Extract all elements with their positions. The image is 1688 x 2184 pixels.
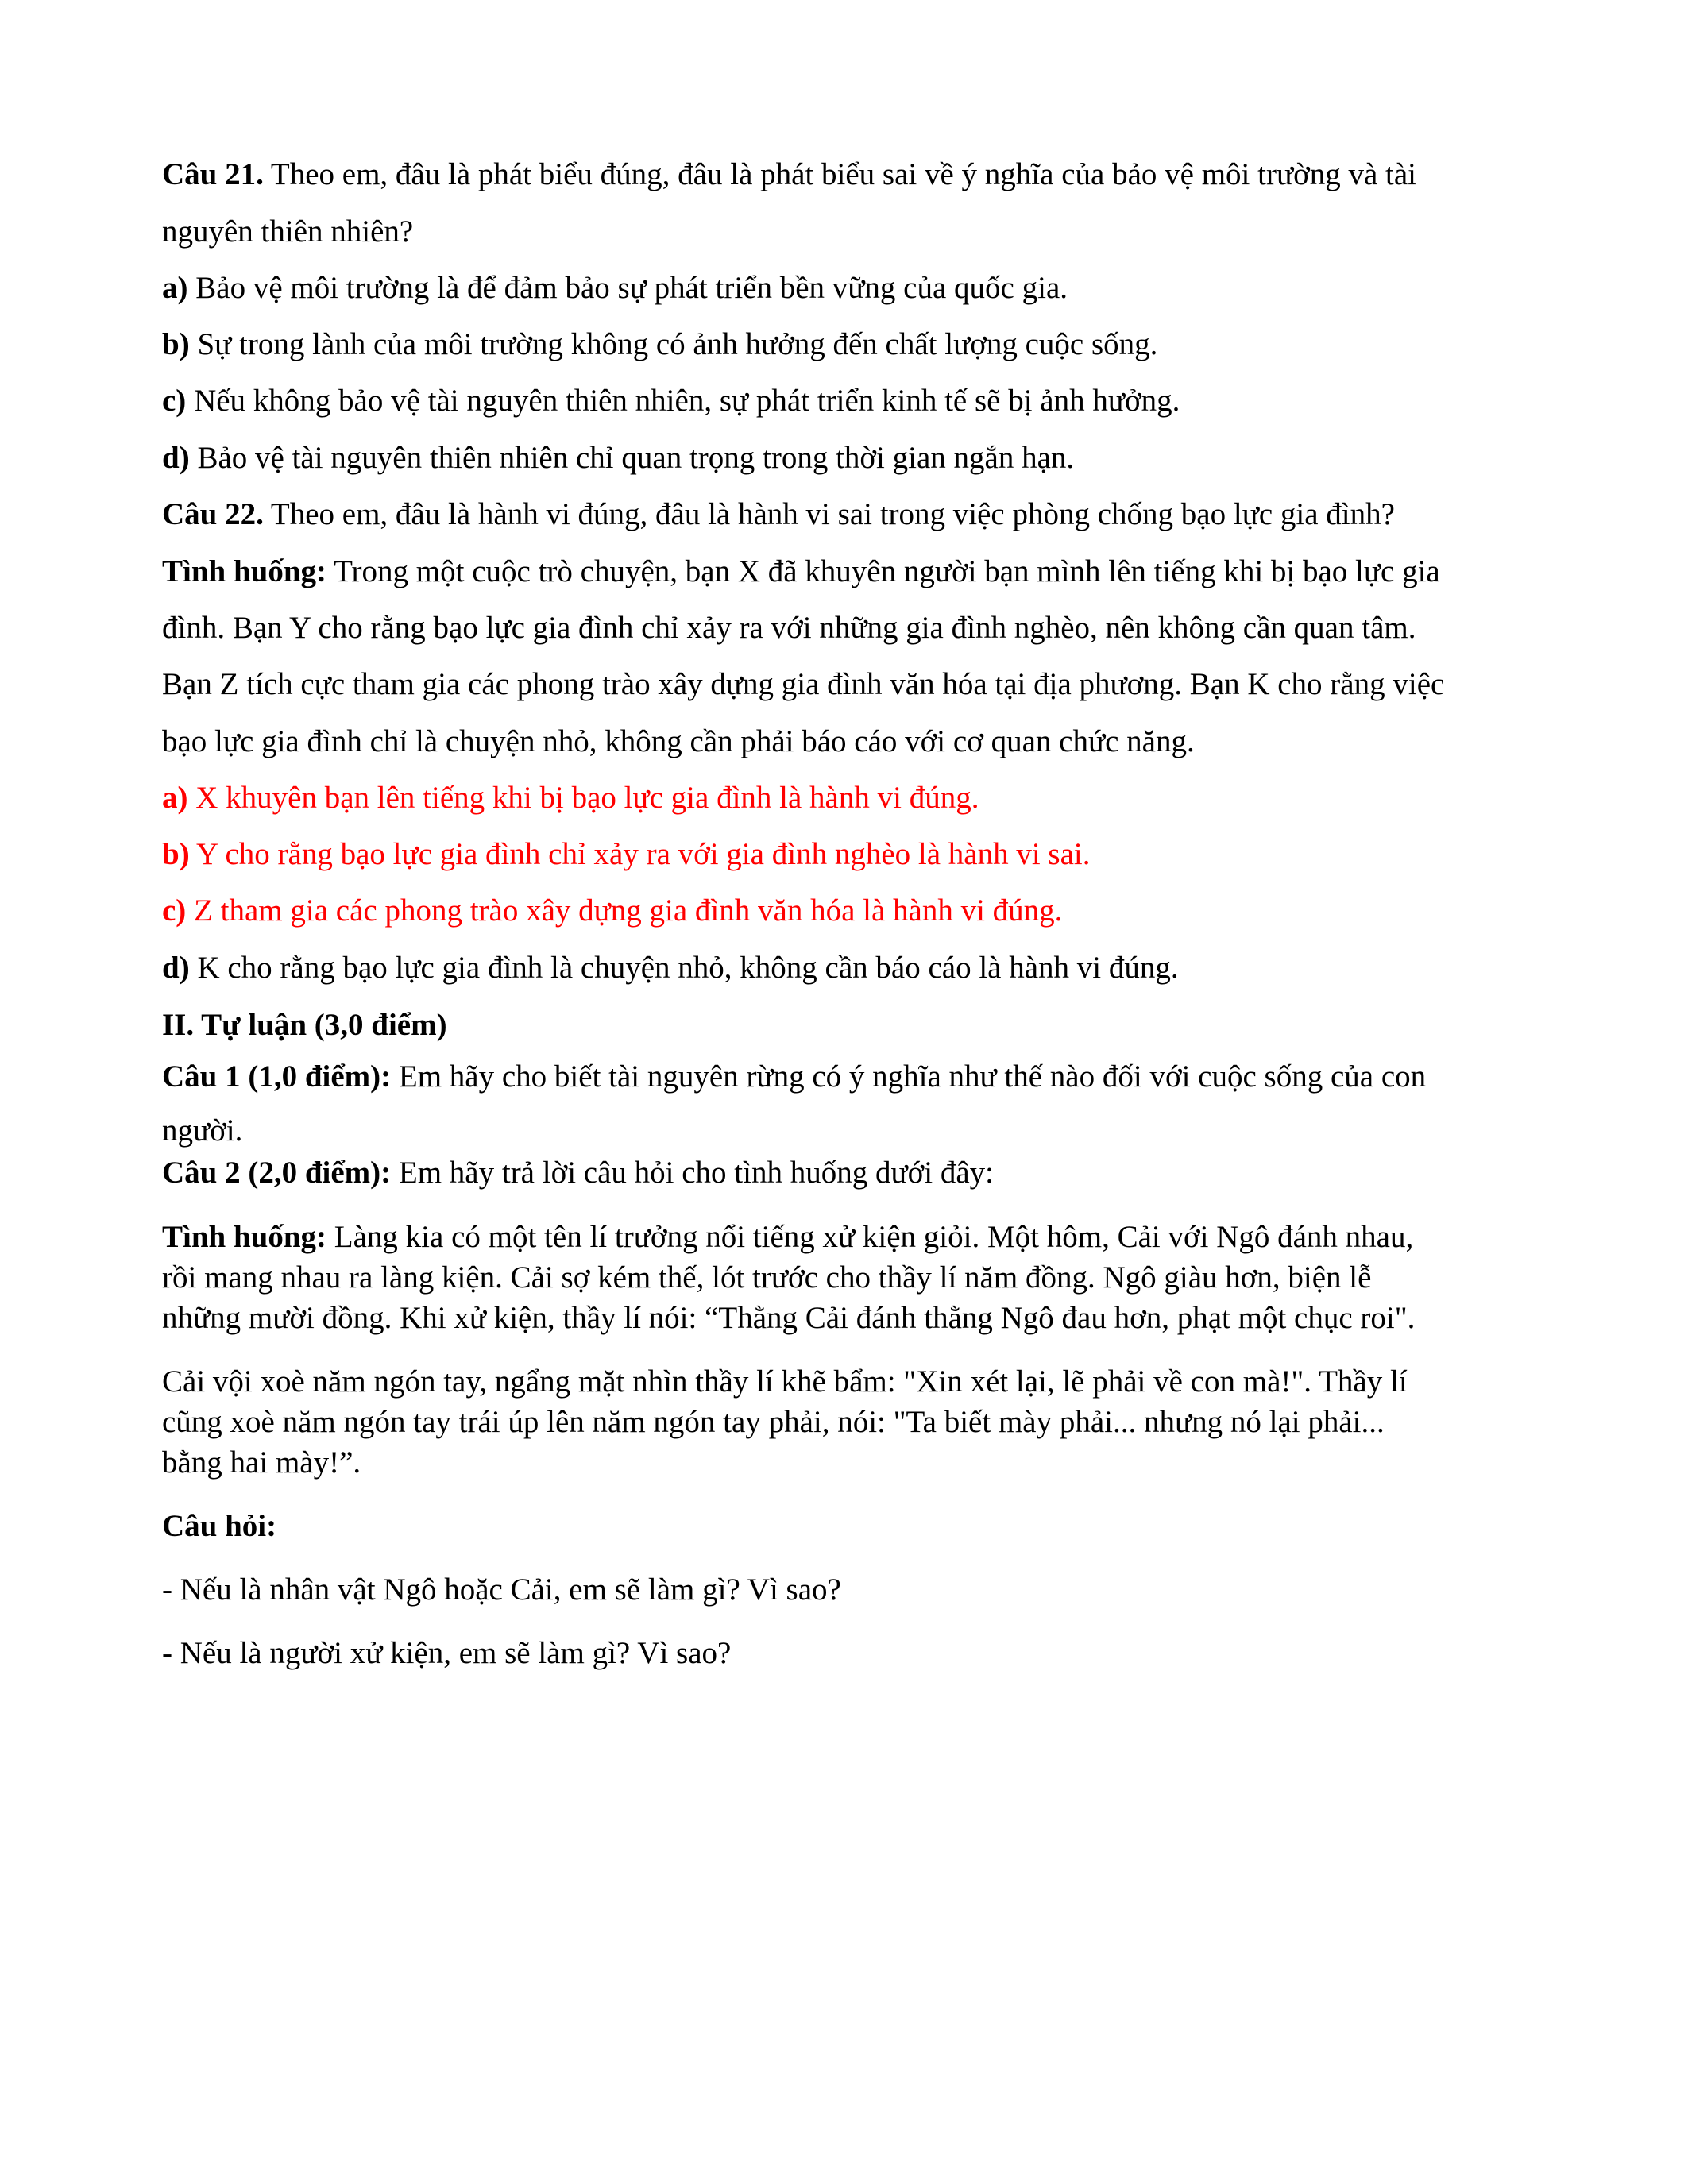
essay-q1-line-2 [162,1112,1544,1150]
situation-text: Bạn Z tích cực tham gia các phong trào xây dựng gia đình văn hóa tại địa phương. Bạn K cho rằng việc [162,667,1445,701]
option-letter: d) [162,951,190,985]
q22-option-c [162,892,1544,930]
q22-situation-line-3 [162,666,1544,704]
q22-situation-line-1 [162,553,1544,591]
option-text: Nếu không bảo vệ tài nguyên thiên nhiên, sự phát triển kinh tế sẽ bị ảnh hưởng. [186,384,1180,418]
essay-q2-label: Câu 2 (2,0 điểm): [162,1156,392,1190]
option-text: K cho rằng bạo lực gia đình là chuyện nhỏ, không cần báo cáo là hành vi đúng. [189,951,1179,985]
q22-line-1 [162,496,1544,534]
option-letter: c) [162,384,187,418]
essay-q1-line-1 [162,1058,1544,1096]
story-line-5: cũng xoè năm ngón tay trái úp lên năm ngón tay phải, nói: "Ta biết mày phải... nhưng nó lại phải... [162,1405,1385,1439]
question-1: - Nếu là nhân vật Ngô hoặc Cải, em sẽ làm gì? Vì sao? [162,1572,841,1607]
q21-option-c [162,382,1544,420]
option-letter: c) [162,893,187,928]
q21-option-a [162,269,1544,307]
story-text: Làng kia có một tên lí trưởng nổi tiếng xử kiện giỏi. Một hôm, Cải với Ngô đánh nhau, [326,1220,1414,1254]
essay-q1-text-cont: người. [162,1113,243,1148]
q22-option-d [162,949,1544,987]
story-line-6: bằng hai mày!”. [162,1445,361,1480]
q21-option-d [162,439,1544,477]
q21-text: Theo em, đâu là phát biểu đúng, đâu là phát biểu sai về ý nghĩa của bảo vệ môi trường và tài [263,157,1416,191]
essay-q1-label: Câu 1 (1,0 điểm): [162,1059,392,1094]
q21-option-b [162,326,1544,364]
option-letter: b) [162,837,190,871]
option-text: Y cho rằng bạo lực gia đình chỉ xảy ra với gia đình nghèo là hành vi sai. [189,837,1091,871]
essay-q2-text: Em hãy trả lời câu hỏi cho tình huống dưới đây: [391,1156,994,1190]
story-line-1 [162,1218,1544,1256]
story-line-2: rồi mang nhau ra làng kiện. Cải sợ kém thế, lót trước cho thầy lí năm đồng. Ngô giàu hơn, biện lễ [162,1260,1372,1295]
option-text: Bảo vệ tài nguyên thiên nhiên chỉ quan trọng trong thời gian ngắn hạn. [189,441,1075,475]
q21-text-cont: nguyên thiên nhiên? [162,214,414,249]
essay-heading: II. Tự luận (3,0 điểm) [162,1008,447,1042]
situation-text: đình. Bạn Y cho rằng bạo lực gia đình chỉ xảy ra với những gia đình nghèo, nên không cần quan tâm. [162,611,1416,645]
option-text: Bảo vệ môi trường là để đảm bảo sự phát triển bền vững của quốc gia. [187,271,1068,305]
q21-label: Câu 21. [162,157,264,191]
story-line-3: những mười đồng. Khi xử kiện, thầy lí nói: “Thằng Cải đánh thằng Ngô đau hơn, phạt một chục roi". [162,1301,1416,1335]
story-line-4: Cải vội xoè năm ngón tay, ngẩng mặt nhìn thầy lí khẽ bẩm: "Xin xét lại, lẽ phải về con mà!". Thầy lí [162,1364,1408,1399]
q22-label: Câu 22. [162,497,264,531]
q22-option-b [162,835,1544,874]
option-letter: d) [162,441,190,475]
q21-line-2 [162,213,1544,251]
option-text: Sự trong lành của môi trường không có ảnh hưởng đến chất lượng cuộc sống. [189,327,1158,361]
essay-q2-line [162,1154,1544,1192]
option-letter: a) [162,271,188,305]
situation-text: Trong một cuộc trò chuyện, bạn X đã khuyên người bạn mình lên tiếng khi bị bạo lực gia [326,554,1440,588]
q21-line-1 [162,156,1544,194]
option-text: X khuyên bạn lên tiếng khi bị bạo lực gia đình là hành vi đúng. [187,781,979,815]
option-text: Z tham gia các phong trào xây dựng gia đình văn hóa là hành vi đúng. [186,893,1063,928]
option-letter: a) [162,781,188,815]
option-letter: b) [162,327,190,361]
question-2: - Nếu là người xử kiện, em sẽ làm gì? Vì sao? [162,1636,732,1670]
q22-option-a [162,779,1544,817]
q22-text: Theo em, đâu là hành vi đúng, đâu là hành vi sai trong việc phòng chống bạo lực gia đình? [263,497,1395,531]
situation-label: Tình huống: [162,554,327,588]
q22-situation-line-4 [162,723,1544,761]
questions-label: Câu hỏi: [162,1509,277,1543]
essay-q1-text: Em hãy cho biết tài nguyên rừng có ý nghĩa như thế nào đối với cuộc sống của con [391,1059,1427,1094]
situation-label: Tình huống: [162,1220,327,1254]
q22-situation-line-2 [162,609,1544,647]
situation-text: bạo lực gia đình chỉ là chuyện nhỏ, không cần phải báo cáo với cơ quan chức năng. [162,724,1195,758]
